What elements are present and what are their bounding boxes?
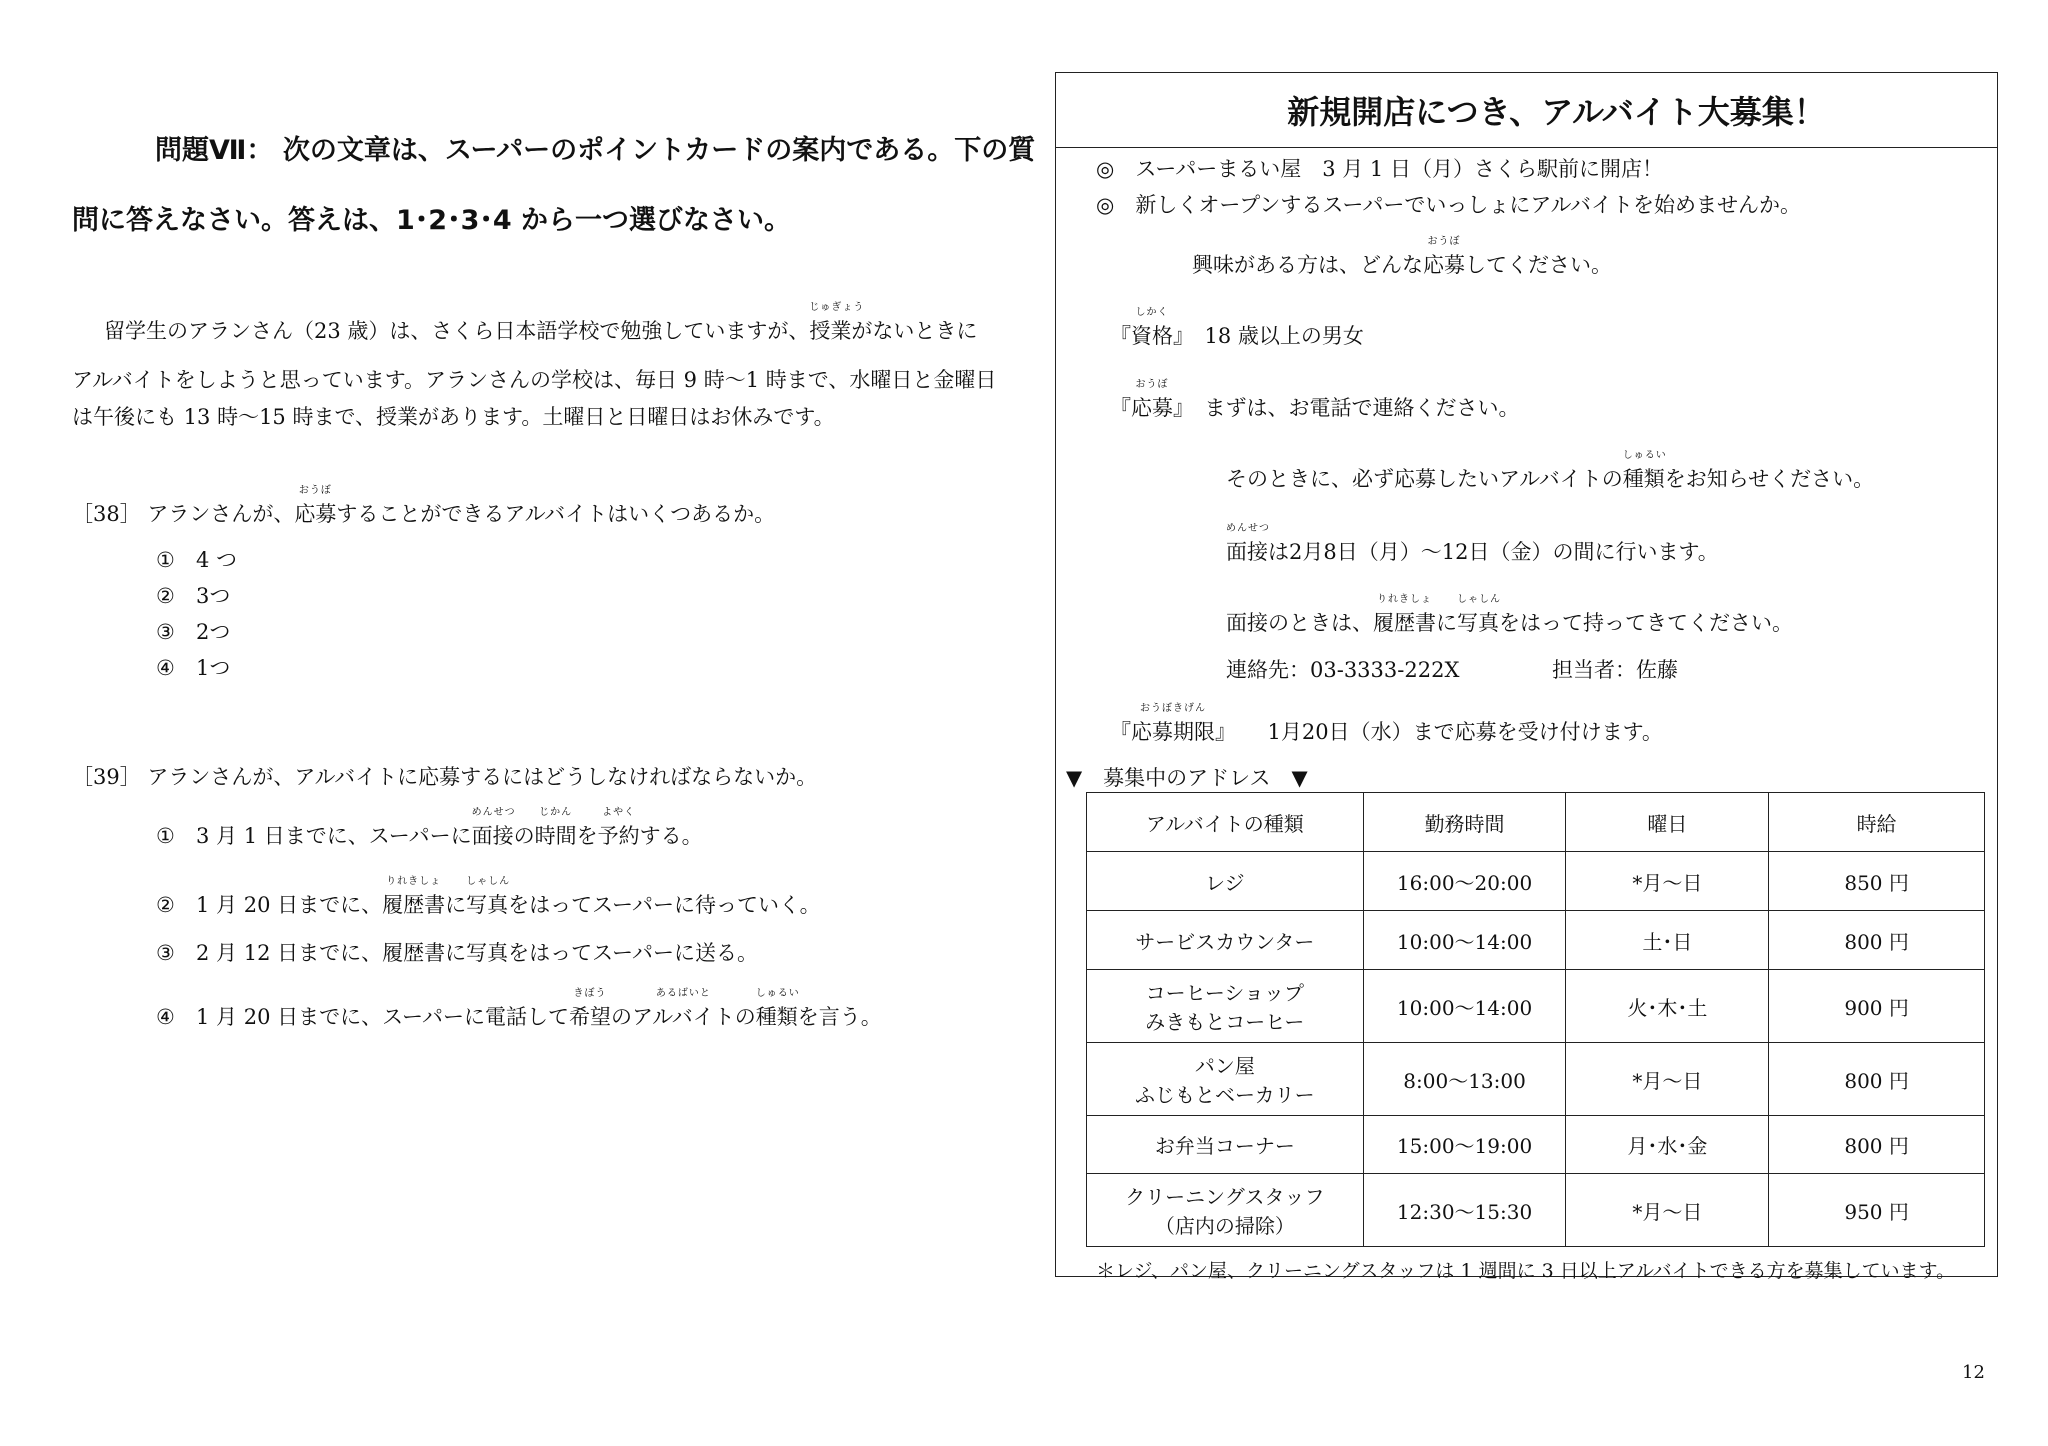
cell-wage: 800 円: [1769, 911, 1985, 970]
choice-number: ④: [156, 1005, 175, 1029]
deadline-text: 1月20日（水）まで応募を受け付けます。: [1267, 720, 1663, 744]
job-type-line1: サービスカウンター: [1135, 929, 1315, 954]
passage-line1-before: 留学生のアランさん（23 歳）は、さくら日本語学校で勉強していますが、: [104, 319, 810, 343]
notice-qualification: 『資格 しかく 』 18 歳以上の男女: [1110, 320, 1364, 350]
choice-number: ②: [156, 893, 175, 917]
ruby-arubaito: [632, 988, 735, 1031]
cell-wage: 950 円: [1769, 1174, 1985, 1247]
ruby-text: めんせつ: [471, 807, 516, 818]
notice-contact: 連絡先：03-3333-222X: [1226, 658, 1460, 682]
q39-choice-1[interactable]: [156, 807, 703, 850]
cell-time: 16:00～20:00: [1363, 852, 1566, 911]
ruby-text: おうぼ: [1135, 379, 1169, 390]
choice-text: の: [734, 1005, 756, 1029]
choice-text: 1 月 20 日までに、スーパーに電話して: [196, 1005, 570, 1029]
job-type-line1: お弁当コーナー: [1154, 1134, 1295, 1158]
ruby-shurui-2: [1622, 450, 1667, 493]
cell-days: *月～日: [1566, 852, 1769, 911]
choice-text: 3つ: [196, 584, 231, 608]
cell-wage: 800 円: [1769, 1116, 1985, 1174]
passage-ruby-jugyou: [809, 302, 865, 345]
ruby-shashin-2: [1457, 594, 1501, 637]
choice-text: 3 月 1 日までに、スーパーに: [196, 824, 472, 848]
ruby-base: 応募: [1423, 253, 1465, 277]
cell-wage: 800 円: [1769, 1043, 1985, 1116]
cell-time: 10:00～14:00: [1363, 911, 1566, 970]
table-row: [1087, 1116, 1985, 1174]
ruby-text: あるばいと: [655, 988, 711, 999]
ruby-shikaku: [1131, 307, 1173, 350]
notice-application: 『応募 おうぼ 』 まずは、お電話で連絡ください。: [1110, 392, 1520, 422]
cell-wage: 850 円: [1769, 852, 1985, 911]
page-number: 12: [1962, 1362, 1985, 1383]
ruby-shashin: [466, 876, 511, 919]
notice-text: 面接のときは、: [1226, 611, 1373, 635]
cell-job-type: [1087, 1174, 1364, 1247]
q38-after: することができるアルバイトはいくつあるか。: [336, 502, 776, 526]
ruby-text: よやく: [602, 807, 636, 818]
header-work-hours: 勤務時間: [1363, 793, 1566, 852]
ruby-text: りれきしょ: [1377, 594, 1432, 605]
cell-time: 8:00～13:00: [1363, 1043, 1566, 1116]
job-table: [1086, 792, 1985, 1247]
ruby-base: 種類: [1622, 467, 1665, 491]
notice-bullet-opening: ◎ スーパーまるい屋 3 月 1 日（月）さくら駅前に開店！: [1096, 157, 1663, 181]
ruby-text: おうぼきげん: [1140, 703, 1206, 714]
ruby-mensetsu: [471, 807, 516, 850]
qualification-text: 18 歳以上の男女: [1204, 324, 1364, 348]
table-header-row: [1087, 793, 1985, 852]
q38-before: ［38］ アランさんが、: [72, 502, 295, 526]
job-type-line1: クリーニングスタッフ: [1125, 1185, 1325, 1209]
cell-job-type: [1087, 1043, 1364, 1116]
q38-choice-3[interactable]: [156, 616, 230, 646]
ruby-text: しゃしん: [466, 876, 511, 887]
cell-days: *月～日: [1566, 1043, 1769, 1116]
choice-number: ②: [156, 584, 175, 608]
ruby-oubo-2: [1131, 379, 1173, 422]
ruby-shurui: [755, 988, 800, 1031]
notice-interest-line: [1192, 236, 1612, 279]
cell-days: 土･日: [1566, 911, 1769, 970]
cell-days: *月～日: [1566, 1174, 1769, 1247]
passage-line1-after: がないときに: [851, 319, 978, 343]
ruby-base: 応募: [1131, 396, 1173, 420]
job-type-line2: （店内の掃除）: [1154, 1214, 1295, 1238]
choice-number: ④: [156, 656, 175, 680]
ruby-text: りれきしょ: [386, 876, 442, 887]
ruby-base: 履歴書: [382, 893, 446, 917]
passage-line3: は午後にも 13 時～15 時まで、授業があります。土曜日と日曜日はお休みです。: [72, 405, 835, 429]
ruby-kibou: [569, 988, 612, 1031]
ruby-oubokigen: [1131, 703, 1215, 746]
cell-days: 月･水･金: [1566, 1116, 1769, 1174]
notice-text: をはって持ってきてください。: [1499, 611, 1793, 635]
q38-choice-4[interactable]: [156, 652, 230, 682]
passage-ruby-base: 授業: [809, 319, 852, 343]
passage-ruby-text: じゅぎょう: [809, 302, 865, 313]
ruby-text: じかん: [539, 807, 573, 818]
header-job-type: アルバイトの種類: [1087, 793, 1364, 852]
q38-choice-2[interactable]: [156, 580, 230, 610]
notice-job-type-line: [1226, 450, 1875, 493]
choice-text: を: [576, 824, 598, 848]
notice-title: 新規開店につき、アルバイト大募集！: [1287, 93, 1826, 131]
ruby-text: しゅるい: [1622, 450, 1667, 461]
question-title-line1: 問題Ⅶ： 次の文章は、スーパーのポイントカードの案内である。下の質: [155, 135, 1036, 166]
cell-time: 12:30～15:30: [1363, 1174, 1566, 1247]
question-39-prompt: ［39］ アランさんが、アルバイトに応募するにはどうしなければならないか。: [72, 765, 818, 789]
question-38-prompt: [72, 485, 776, 528]
cell-time: 15:00～19:00: [1363, 1116, 1566, 1174]
ruby-base: 面接: [1226, 540, 1268, 564]
choice-text: を言う。: [797, 1005, 882, 1029]
notice-text: 興味がある方は、どんな: [1192, 253, 1423, 277]
q38-ruby-oubo: [294, 485, 337, 528]
q38-ruby-base: 応募: [294, 502, 337, 526]
notice-interview-line: [1226, 523, 1719, 566]
ruby-base: 種類: [755, 1005, 798, 1029]
ruby-base: 希望: [569, 1005, 612, 1029]
cell-job-type: [1087, 1116, 1364, 1174]
table-footnote: ＊レジ、パン屋、クリーニングスタッフは 1 週間に 3 日以上アルバイトできる方を募集しています。: [1096, 1260, 1956, 1282]
ruby-base: 資格: [1131, 324, 1173, 348]
cell-job-type: [1087, 911, 1364, 970]
table-row: [1087, 911, 1985, 970]
ruby-base: 応募期限: [1131, 720, 1215, 744]
passage-line1: [104, 302, 978, 345]
choice-text: をはってスーパーに待っていく。: [508, 893, 821, 917]
ruby-rirekisho: [382, 876, 446, 919]
job-type-line2: ふじもとベーカリー: [1135, 1083, 1315, 1107]
choice-number: ③: [156, 941, 175, 965]
notice-person-in-charge: 担当者：佐藤: [1552, 658, 1678, 682]
q39-choice-2[interactable]: [156, 876, 821, 919]
ruby-text: きぼう: [573, 988, 607, 999]
ruby-base: 予約: [597, 824, 640, 848]
choice-number: ①: [156, 548, 175, 572]
notice-text: そのときに、必ず応募したいアルバイトの: [1226, 467, 1623, 491]
choice-number: ③: [156, 620, 175, 644]
cell-wage: 900 円: [1769, 970, 1985, 1043]
cell-time: 10:00～14:00: [1363, 970, 1566, 1043]
ruby-rirekisho-2: [1373, 594, 1436, 637]
choice-text: 2 月 12 日までに、履歴書に写真をはってスーパーに送る。: [196, 941, 759, 965]
choice-text: の: [513, 824, 535, 848]
choice-text: の: [611, 1005, 633, 1029]
ruby-base: 写真: [466, 893, 509, 917]
notice-header: [1056, 73, 1997, 148]
job-type-line2: みきもとコーヒー: [1145, 1010, 1305, 1034]
choice-number: ①: [156, 824, 175, 848]
ruby-base: 面接: [471, 824, 514, 848]
job-type-line1: パン屋: [1194, 1054, 1255, 1078]
ruby-oubo: [1423, 236, 1465, 279]
choice-text: 1つ: [196, 656, 231, 680]
notice-text: に: [1436, 611, 1457, 635]
ruby-mensetsu-2: [1226, 523, 1270, 566]
table-row: [1087, 1174, 1985, 1247]
header-hourly-wage: 時給: [1769, 793, 1985, 852]
notice-resume-line: [1226, 594, 1793, 637]
notice-text: は2月8日（月）～12日（金）の間に行います。: [1268, 540, 1719, 564]
job-type-line1: コーヒーショップ: [1145, 981, 1305, 1005]
application-text: まずは、お電話で連絡ください。: [1204, 396, 1520, 420]
header-days: 曜日: [1566, 793, 1769, 852]
ruby-text: しゃしん: [1457, 594, 1501, 605]
notice-text: をお知らせください。: [1664, 467, 1875, 491]
q38-ruby-text: おうぼ: [298, 485, 332, 496]
ruby-jikan: [534, 807, 577, 850]
table-row: [1087, 1043, 1985, 1116]
question-title-line2: 問に答えなさい。答えは、1･2･3･4 から一つ選びなさい。: [72, 205, 792, 236]
ruby-base: アルバイト: [632, 1005, 735, 1029]
choice-text: する。: [639, 824, 703, 848]
ruby-base: 写真: [1457, 611, 1499, 635]
q39-choice-3[interactable]: [156, 937, 758, 967]
choice-text: に: [445, 893, 467, 917]
ruby-text: おうぼ: [1427, 236, 1461, 247]
cell-job-type: [1087, 852, 1364, 911]
choice-text: 2つ: [196, 620, 231, 644]
cell-days: 火･木･土: [1566, 970, 1769, 1043]
q38-choice-1[interactable]: [156, 544, 237, 574]
job-type-line1: レジ: [1205, 870, 1245, 895]
notice-address-heading: ▼ 募集中のアドレス ▼: [1066, 766, 1308, 790]
ruby-text: しかく: [1135, 307, 1169, 318]
table-row: [1087, 970, 1985, 1043]
passage-line2: アルバイトをしようと思っています。アランさんの学校は、毎日 9 時～1 時まで、水曜日と金曜日: [72, 368, 997, 392]
cell-job-type: [1087, 970, 1364, 1043]
choice-text: 1 月 20 日までに、: [196, 893, 383, 917]
notice-deadline: 『応募期限 おうぼきげん 』 1月20日（水）まで応募を受け付けます。: [1110, 716, 1663, 746]
ruby-base: 時間: [534, 824, 577, 848]
ruby-text: しゅるい: [755, 988, 800, 999]
ruby-base: 履歴書: [1373, 611, 1436, 635]
ruby-text: めんせつ: [1226, 523, 1270, 534]
notice-bullet-invite: ◎ 新しくオープンするスーパーでいっしょにアルバイトを始めませんか。: [1096, 193, 1802, 217]
q39-choice-4[interactable]: [156, 988, 882, 1031]
ruby-yoyaku: [597, 807, 640, 850]
table-row: [1087, 852, 1985, 911]
choice-text: 4 つ: [196, 548, 238, 572]
notice-text: してください。: [1465, 253, 1612, 277]
